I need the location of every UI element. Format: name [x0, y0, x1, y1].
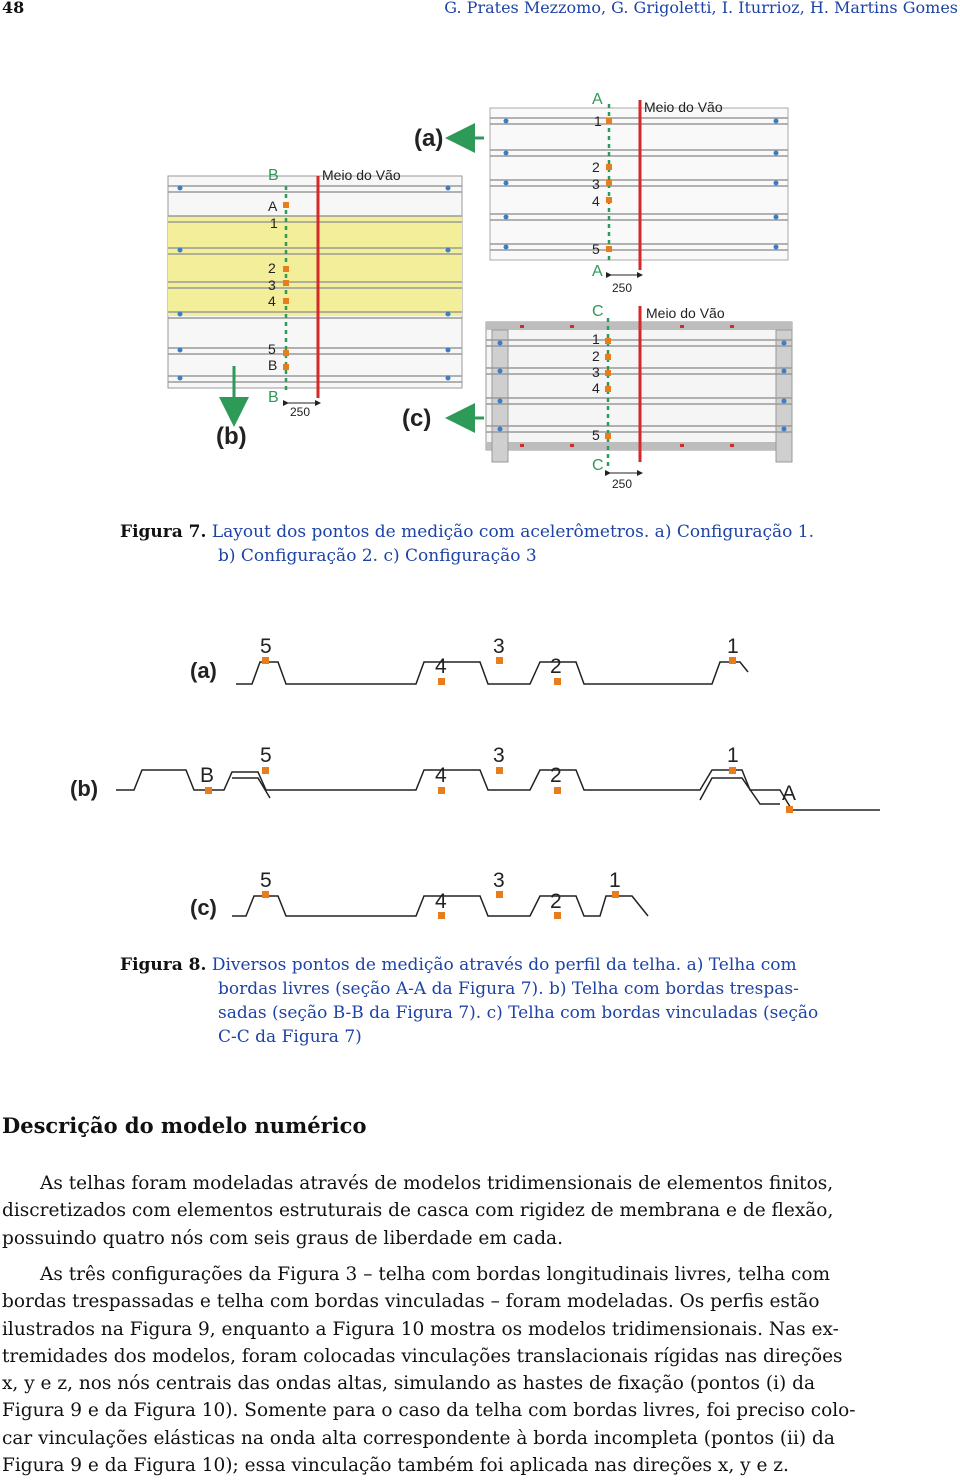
svg-text:250: 250	[612, 477, 633, 491]
running-authors: G. Prates Mezzomo, G. Grigoletti, I. Iturrioz, H. Martins Gomes	[444, 0, 958, 17]
svg-text:2: 2	[550, 890, 562, 913]
paragraph-2	[2, 1261, 958, 1479]
svg-text:B: B	[268, 167, 279, 184]
svg-text:3: 3	[592, 176, 600, 192]
figure-8-caption	[120, 953, 860, 1049]
svg-text:5: 5	[260, 744, 272, 767]
svg-text:5: 5	[592, 427, 600, 443]
svg-text:4: 4	[268, 293, 276, 309]
svg-text:A: A	[592, 263, 603, 280]
svg-text:1: 1	[727, 744, 739, 767]
panel-c-sheet	[460, 306, 792, 473]
paragraph-line: discretizados com elementos estruturais de casca com rigidez de membrana e de flexão,	[2, 1200, 834, 1222]
page-number: 48	[2, 0, 25, 17]
svg-text:5: 5	[592, 241, 600, 257]
svg-text:5: 5	[260, 869, 272, 892]
caption-text: sadas (seção B-B da Figura 7). c) Telha com bordas vinculadas (seção	[218, 1003, 819, 1023]
profile-a	[236, 662, 748, 684]
svg-text:4: 4	[592, 380, 600, 396]
svg-text:250: 250	[290, 405, 311, 419]
svg-text:3: 3	[493, 635, 505, 658]
svg-text:A: A	[592, 91, 603, 108]
paragraph-line: possuindo quatro nós com seis graus de liberdade em cada.	[2, 1227, 563, 1249]
caption-text: C-C da Figura 7)	[218, 1027, 362, 1047]
svg-text:B: B	[268, 389, 279, 406]
figure-7	[0, 88, 960, 498]
paragraph-line: ilustrados na Figura 9, enquanto a Figura 10 mostra os modelos tridimensionais. Nas ex-	[2, 1318, 839, 1340]
paragraph-line: Figura 9 e da Figura 10); essa vinculação também foi aplicada nas direções x, y e z.	[2, 1455, 789, 1477]
svg-text:2: 2	[592, 159, 600, 175]
svg-text:Meio do Vão: Meio do Vão	[646, 305, 725, 321]
caption-label: Figura 7.	[120, 522, 207, 542]
svg-text:3: 3	[268, 277, 276, 293]
svg-text:1: 1	[592, 331, 600, 347]
svg-text:3: 3	[493, 869, 505, 892]
caption-text: bordas livres (seção A-A da Figura 7). b) Telha com bordas trespas-	[218, 979, 799, 999]
svg-text:2: 2	[268, 260, 276, 276]
running-header	[0, 0, 960, 20]
caption-text: b) Configuração 2. c) Configuração 3	[218, 546, 537, 566]
svg-text:2: 2	[592, 348, 600, 364]
svg-text:3: 3	[592, 364, 600, 380]
svg-text:Meio do Vão: Meio do Vão	[644, 99, 723, 115]
svg-text:1: 1	[727, 635, 739, 658]
svg-text:4: 4	[592, 193, 600, 209]
paragraph-line: Figura 9 e da Figura 10). Somente para o caso da telha com bordas livres, foi preciso colo-	[2, 1400, 856, 1422]
svg-text:(b): (b)	[216, 423, 247, 450]
svg-text:2: 2	[550, 655, 562, 678]
svg-text:(c): (c)	[190, 895, 217, 920]
caption-label: Figura 8.	[120, 955, 207, 975]
paragraph-line: x, y e z, nos nós centrais das ondas altas, simulando as hastes de fixação (pontos (i) da	[2, 1373, 815, 1395]
svg-text:4: 4	[435, 890, 447, 913]
svg-text:C: C	[592, 457, 604, 474]
svg-text:(a): (a)	[414, 125, 444, 152]
svg-text:3: 3	[493, 744, 505, 767]
svg-text:(a): (a)	[190, 658, 217, 683]
caption-text: Diversos pontos de medição através do perfil da telha. a) Telha com	[211, 955, 797, 975]
svg-text:4: 4	[435, 655, 447, 678]
caption-text: Layout dos pontos de medição com acelerômetros. a) Configuração 1.	[211, 522, 814, 542]
svg-text:1: 1	[594, 113, 602, 129]
svg-text:2: 2	[550, 764, 562, 787]
svg-text:1: 1	[609, 869, 621, 892]
paragraph-1	[2, 1170, 958, 1252]
svg-text:(b): (b)	[70, 776, 99, 801]
paragraph-line: car vinculações elásticas na onda alta correspondente à borda incompleta (pontos (ii) da	[2, 1427, 835, 1449]
figure-7-caption	[120, 520, 860, 568]
svg-text:250: 250	[612, 281, 633, 295]
svg-text:5: 5	[260, 635, 272, 658]
paragraph-line: bordas trespassadas e telha com bordas vinculadas – foram modeladas. Os perfis estão	[2, 1291, 820, 1313]
svg-text:(c): (c)	[402, 405, 432, 432]
svg-text:B: B	[200, 764, 215, 787]
svg-text:5: 5	[268, 341, 276, 357]
figure-8	[0, 622, 960, 932]
panel-b-sheet	[168, 176, 462, 412]
svg-text:A: A	[268, 198, 278, 214]
panel-a-sheet	[460, 100, 788, 275]
svg-text:1: 1	[270, 215, 278, 231]
paragraph-line: As telhas foram modeladas através de modelos tridimensionais de elementos finitos,	[40, 1173, 834, 1194]
svg-text:B: B	[268, 357, 278, 373]
paragraph-line: As três configurações da Figura 3 – telha com bordas longitudinais livres, telha com	[40, 1264, 831, 1285]
svg-text:Meio do Vão: Meio do Vão	[322, 167, 401, 183]
svg-text:C: C	[592, 303, 604, 320]
svg-text:4: 4	[435, 764, 447, 787]
svg-text:A: A	[782, 782, 797, 805]
paragraph-line: tremidades dos modelos, foram colocadas vinculações translacionais rígidas nas direções	[2, 1345, 843, 1367]
section-title: Descrição do modelo numérico	[2, 1113, 367, 1138]
